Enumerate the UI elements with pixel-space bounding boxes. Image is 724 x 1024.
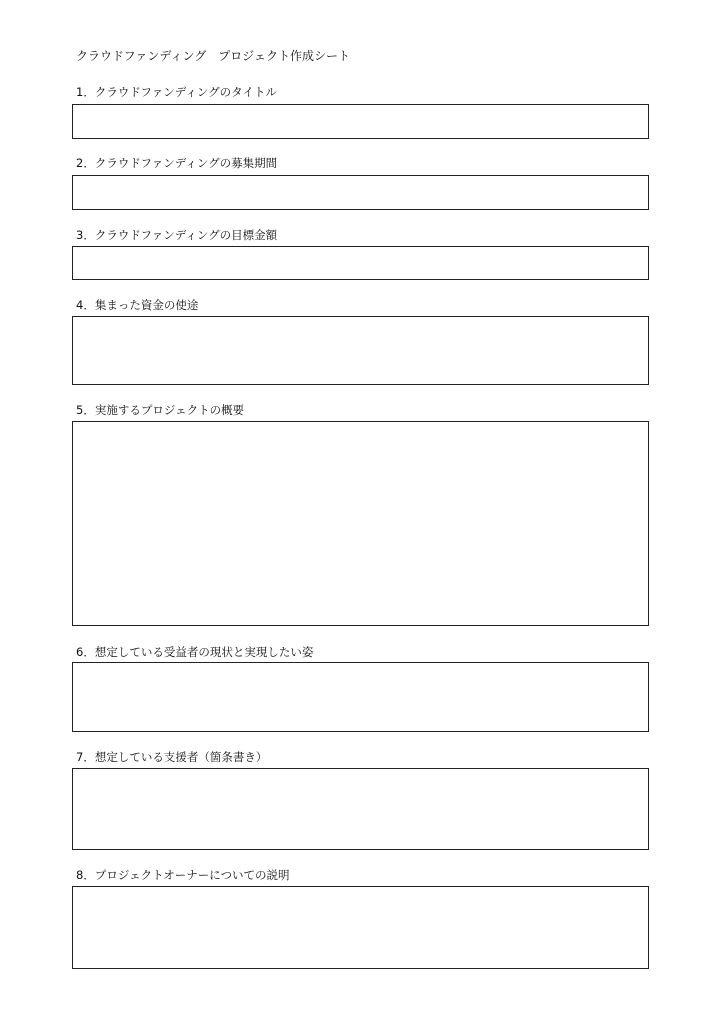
section-1-answer-box[interactable] — [72, 104, 649, 139]
section-3-label: 3．クラウドファンディングの目標金額 — [76, 228, 278, 242]
section-7-answer-box[interactable] — [72, 768, 649, 850]
section-8-label: 8．プロジェクトオーナーについての説明 — [76, 868, 290, 882]
section-1-label: 1．クラウドファンディングのタイトル — [76, 85, 277, 99]
section-6-label: 6．想定している受益者の現状と実現したい姿 — [76, 645, 314, 659]
section-2-label: 2．クラウドファンディングの募集期間 — [76, 156, 278, 170]
section-3-answer-box[interactable] — [72, 246, 649, 280]
section-7-label: 7．想定している支援者（箇条書き） — [76, 750, 268, 764]
section-4-answer-box[interactable] — [72, 316, 649, 385]
section-2-answer-box[interactable] — [72, 175, 649, 210]
section-6-answer-box[interactable] — [72, 662, 649, 732]
section-8-answer-box[interactable] — [72, 886, 649, 969]
section-5-label: 5．実施するプロジェクトの概要 — [76, 403, 245, 417]
document-title: クラウドファンディング プロジェクト作成シート — [76, 49, 350, 63]
section-5-answer-box[interactable] — [72, 421, 649, 626]
section-4-label: 4．集まった資金の使途 — [76, 298, 199, 312]
